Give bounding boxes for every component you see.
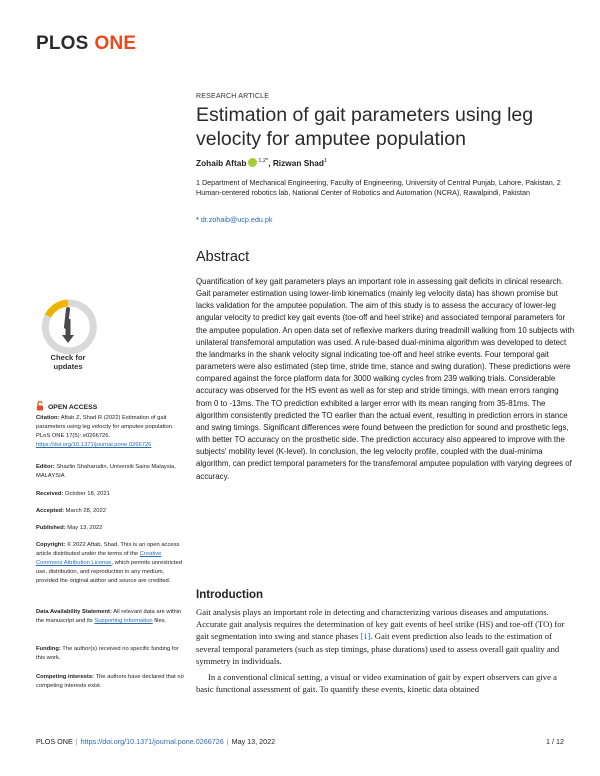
editor-label: Editor: (36, 464, 55, 470)
copyright-block (36, 541, 186, 586)
article-type: RESEARCH ARTICLE (196, 93, 270, 100)
funding-label: Funding: (36, 646, 61, 652)
citation-block (36, 414, 186, 450)
data-availability-text: files. (152, 617, 167, 624)
logo-plos: PLOS (36, 33, 89, 54)
author-affil-marker: 1,2* (258, 158, 269, 165)
published-label: Published: (36, 525, 66, 531)
copyright-label: Copyright: (36, 542, 66, 548)
page-footer (36, 737, 275, 746)
open-access-text: OPEN ACCESS (48, 404, 98, 411)
published-block (36, 524, 186, 533)
badge-line: updates (53, 362, 83, 371)
competing-interests-text: The authors have declared that no competing interests exist. (36, 674, 184, 689)
copyright-text: , which permits unrestricted use, distribution, and reproduction in any medium, provided the original author and source are credited. (36, 559, 182, 584)
open-lock-icon (36, 401, 44, 411)
copyright-text: © 2022 Aftab, Shad. This is an open access article distributed under the terms of the (36, 542, 180, 557)
footer-doi-link[interactable]: https://doi.org/10.1371/journal.pone.0266726 (80, 737, 224, 746)
citation-doi-link[interactable]: https://doi.org/10.1371/journal.pone.0266726 (36, 441, 152, 448)
author-separator: , (268, 158, 273, 168)
logo-one: ONE (94, 33, 137, 54)
footer-journal: PLOS ONE (36, 737, 73, 746)
footer-separator: | (75, 737, 78, 746)
corr-email-link[interactable]: dr.zohaib@ucp.edu.pk (200, 215, 273, 224)
corr-marker: * (196, 215, 201, 224)
competing-interests-label: Competing interests: (36, 674, 94, 680)
journal-logo (36, 33, 136, 55)
introduction-heading: Introduction (196, 589, 264, 601)
author-name[interactable]: Rizwan Shad (272, 158, 324, 168)
abstract-text: Quantification of key gait parameters plays an important role in assessing gait deficits in clinical research. Gait parameter estimation using lower-limb kinematics (mainly leg velocity data) has shown promise but lacks validation for the amputee population. The aim of this study is to assess the accuracy of lower-leg angular velocity to predict key gait events (toe-off and heel strike) and associated temporal parameters for the amputee population. An open data set of reflexive markers during treadmill walking from 10 subjects with unilateral transfemoral amputation was used. A rule-based dual-minima algorithm was developed to detect the landmarks in the shank velocity signal indicating toe-off and heel strike events. Four temporal gait parameters were also estimated (step time, stride time, stance and swing duration). These predictions were compared against the force platform data for 3000 walking cycles from 239 walking trials. Considerable accuracy was observed for the HS event as well as for step and stride timings, with mean errors ranging from 0 to -13ms. The TO prediction exhibited a larger error with its mean ranging from 35-81ms. The algorithm consistently predicted the TO earlier than the actual event, resulting in prediction errors in stance and swing timings. Significant differences were found between the prediction for sound and prosthetic legs, with better TO accuracy on the prosthetic side. The prediction accuracy also appeared to improve with the subjects' mobility level (K-level). In conclusion, the leg velocity profile, coupled with the dual-minima algorithm, can predict temporal parameters for the transfemoral amputee population with varying degrees of accuracy. (196, 277, 575, 481)
corresponding-author (196, 215, 272, 224)
editor-text: Shazlin Shaharudin, Universiti Sains Malaysia, MALAYSIA (36, 464, 176, 479)
footer-separator: | (226, 737, 229, 746)
accepted-block (36, 507, 186, 516)
funding-text: The author(s) received no specific funding for this work. (36, 646, 179, 661)
check-for-updates-icon[interactable] (36, 297, 100, 361)
accepted-label: Accepted: (36, 508, 65, 514)
received-date: October 18, 2021 (63, 491, 110, 497)
license-link[interactable]: Creative Commons Attribution License (36, 550, 162, 566)
check-for-updates-label[interactable] (36, 353, 100, 371)
article-title: Estimation of gait parameters using leg velocity for amputee population (196, 104, 534, 150)
intro-text: Gait analysis plays an important role in detecting and characterizing various diseases and amputations. Accurate gait analysis requires the determination of key gait events of heel strike (HS) and toe-off (TO) for gait segmentation into swing and stance phases (196, 607, 565, 642)
published-date: May 13, 2022 (65, 525, 103, 531)
citation-label: Citation: (36, 415, 60, 421)
open-access-label (36, 401, 97, 411)
citation-text: Aftab Z, Shad R (2022) Estimation of gait parameters using leg velocity for amputee population. PLoS ONE 17(5): e0266726. (36, 415, 174, 439)
abstract-heading: Abstract (196, 249, 250, 265)
received-label: Received: (36, 491, 64, 497)
author-name[interactable]: Zohaib Aftab (196, 158, 247, 168)
accepted-date: March 28, 2022 (64, 508, 106, 514)
affiliations: 1 Department of Mechanical Engineering, Faculty of Engineering, University of Central Punjab, Lahore, Pakistan, 2 Human-centered robotics lab, National Center of Robotics and Automation (NCRA), Rawalpindi, Pakistan (196, 178, 561, 198)
badge-line: Check for (50, 353, 86, 362)
page-number: 1 / 12 (546, 737, 564, 746)
footer-date: May 13, 2022 (231, 737, 276, 746)
funding-block (36, 645, 186, 663)
editor-block (36, 463, 186, 481)
orcid-icon[interactable] (248, 158, 257, 167)
data-availability-label: Data Availability Statement: (36, 609, 112, 615)
citation-link[interactable]: [1] (360, 631, 371, 642)
competing-interests-block (36, 673, 186, 691)
data-availability-text: All relevant data are within the manuscript and its (36, 609, 182, 624)
supporting-info-link[interactable]: Supporting information (94, 617, 153, 624)
author-affil-marker: 1 (323, 158, 328, 165)
data-availability-block (36, 608, 186, 626)
intro-paragraph: In a conventional clinical setting, a visual or video examination of gait by expert observers can give a basic functional assessment of gait. To quantify these events, kinetic data obtained (196, 672, 557, 695)
received-block (36, 490, 186, 499)
intro-text: . Gait event prediction also leads to the estimation of several temporal parameters (such as step timings, phase durations) used to assess overall gait quality and symmetry in individuals. (196, 631, 560, 666)
author-list (196, 158, 327, 168)
intro-paragraph (196, 606, 575, 667)
